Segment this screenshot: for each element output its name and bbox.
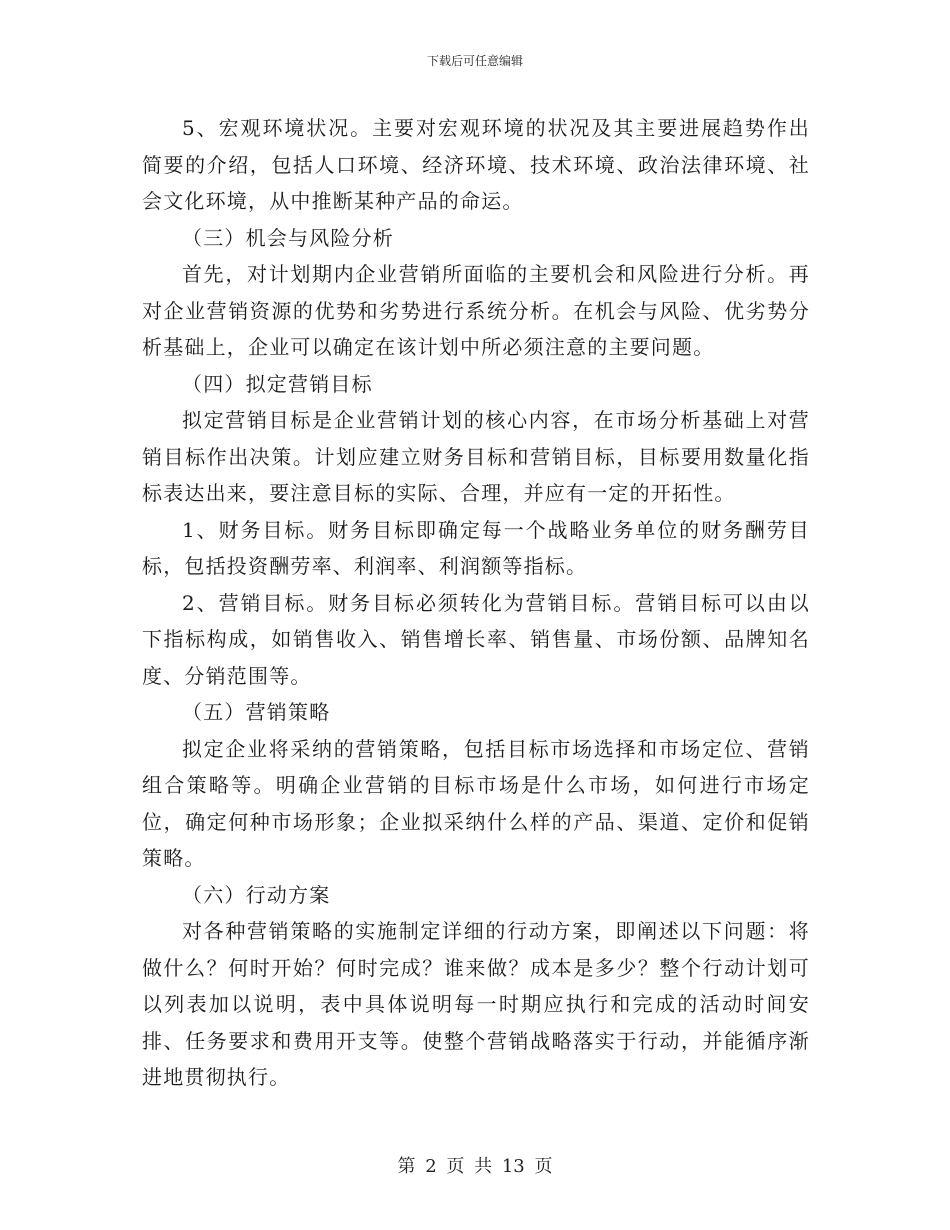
page-header: 下载后可任意编辑	[426, 54, 523, 68]
section-heading-3: （三）机会与风险分析	[182, 225, 394, 250]
section-heading-4: （四）拟定营销目标	[182, 371, 373, 396]
section-heading-5: （五）营销策略	[182, 700, 331, 724]
page-footer: 第 2 页 共 13 页	[397, 1156, 553, 1177]
paragraph-financial-goals: 1、财务目标。财务目标即确定每一个战略业务单位的财务酬劳目标，包括投资酬劳率、利润率、利润额等指标。	[142, 517, 810, 578]
paragraph-marketing-strategy: 拟定企业将采纳的营销策略，包括目标市场选择和市场定位、营销组合策略等。明确企业营销的目标市场是什么市场，如何进行市场定位，确定何种市场形象；企业拟采纳什么样的产品、渠道、定价和促销策略。	[142, 736, 810, 870]
paragraph-marketing-targets: 2、营销目标。财务目标必须转化为营销目标。营销目标可以由以下指标构成，如销售收入、销售增长率、销售量、市场份额、品牌知名度、分销范围等。	[142, 590, 810, 688]
paragraph-risk-analysis: 首先，对计划期内企业营销所面临的主要机会和风险进行分析。再对企业营销资源的优势和劣势进行系统分析。在机会与风险、优劣势分析基础上，企业可以确定在该计划中所必须注意的主要问题。	[142, 262, 810, 359]
document-body	[142, 110, 810, 1096]
paragraph-marketing-goals: 拟定营销目标是企业营销计划的核心内容，在市场分析基础上对营销目标作出决策。计划应建立财务目标和营销目标，目标要用数量化指标表达出来，要注意目标的实际、合理，并应有一定的开拓性。	[142, 408, 810, 505]
paragraph-action-plan: 对各种营销策略的实施制定详细的行动方案，即阐述以下问题：将做什么？何时开始？何时完成？谁来做？成本是多少？整个行动计划可以列表加以说明，表中具体说明每一时期应执行和完成的活动时间安排、任务要求和费用开支等。使整个营销战略落实于行动，并能循序渐进地贯彻执行。	[142, 919, 810, 1089]
paragraph-macro-environment: 5、宏观环境状况。主要对宏观环境的状况及其主要进展趋势作出简要的介绍，包括人口环境、经济环境、技术环境、政治法律环境、社会文化环境，从中推断某种产品的命运。	[142, 116, 810, 213]
section-heading-6: （六）行动方案	[182, 882, 331, 907]
